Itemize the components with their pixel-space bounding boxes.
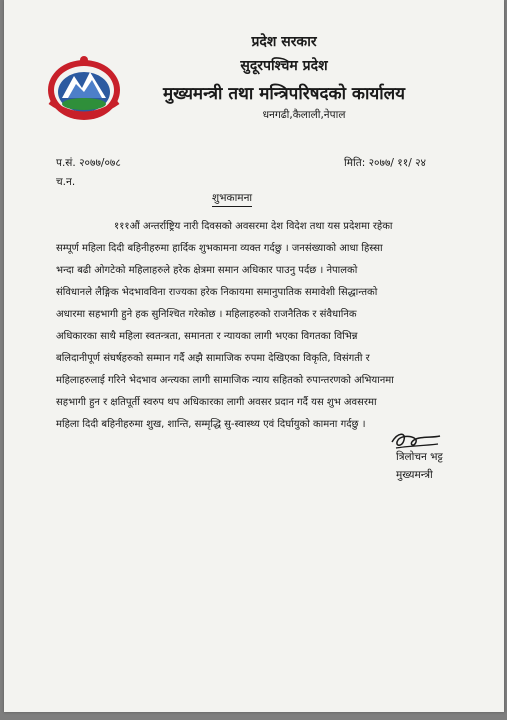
body-line: सहभागी हुन र क्षतिपूर्ती स्वरुप थप अधिकारका लागी अवसर प्रदान गर्दै यस शुभ अवसरमा bbox=[56, 397, 377, 408]
letter-subject: शुभकामना bbox=[212, 191, 252, 207]
body-line: बलिदानीपूर्ण संघर्षहरुको सम्मान गर्दै अझै सामाजिक रुपमा देखिएका विकृति, विसंगती र bbox=[56, 353, 370, 364]
body-line: महिलाहरुलाई गरिने भेदभाव अन्त्यका लागी सामाजिक न्याय सहितको रुपान्तरणको अभियानमा bbox=[56, 375, 394, 386]
body-line: महिला दिदी बहिनीहरुमा शुख, शान्ति, सम्मृद्धि सु-स्वास्थ्य एवं दिर्घायुको कामना गर्दछु । bbox=[56, 419, 366, 430]
body-line: भन्दा बढी ओगटेको महिलाहरुले हरेक क्षेत्रमा समान अधिकार पाउनु पर्दछ । नेपालको bbox=[56, 265, 358, 276]
signatory-title: मुख्यमन्त्री bbox=[396, 469, 433, 481]
reference-number: प.सं. २०७७/०७८ bbox=[56, 157, 121, 169]
letterhead-province: सुदूरपश्चिम प्रदेश bbox=[240, 58, 328, 74]
dispatch-number: च.न. bbox=[56, 176, 76, 188]
body-line: १११औं अन्तर्राष्ट्रिय नारी दिवसको अवसरमा देश विदेश तथा यस प्रदेशमा रहेका bbox=[114, 221, 393, 232]
body-line: सम्पूर्ण महिला दिदी बहिनीहरुमा हार्दिक शुभकामना व्यक्त गर्दछु । जनसंख्याको आधा हिस्सा bbox=[56, 243, 383, 254]
letterhead-government: प्रदेश सरकार bbox=[251, 34, 317, 50]
letter-body bbox=[56, 216, 466, 436]
letter-date: मिति: २०७७/ ११/ २४ bbox=[344, 157, 427, 169]
letterhead-office: मुख्यमन्त्री तथा मन्त्रिपरिषदको कार्यालय bbox=[162, 84, 406, 104]
signatory-name: त्रिलोचन भट्ट bbox=[396, 451, 443, 463]
nepal-emblem-icon bbox=[44, 52, 124, 124]
letter-page bbox=[4, 0, 504, 712]
letterhead-address: धनगढी,कैलाली,नेपाल bbox=[262, 109, 346, 121]
body-line: अधिकारका साथै महिला स्वतन्त्रता, समानता र न्यायका लागी भएका विगतका विभिन्न bbox=[56, 331, 358, 342]
body-line: संविधानले लैङ्गिक भेदभावविना राज्यका हरेक निकायमा समानुपातिक समावेशी सिद्धान्तको bbox=[56, 287, 378, 298]
body-line: अधारमा सहभागी हुने हक सुनिश्चित गरेकोछ । महिलाहरुको राजनैतिक र संवैधानिक bbox=[56, 309, 357, 320]
